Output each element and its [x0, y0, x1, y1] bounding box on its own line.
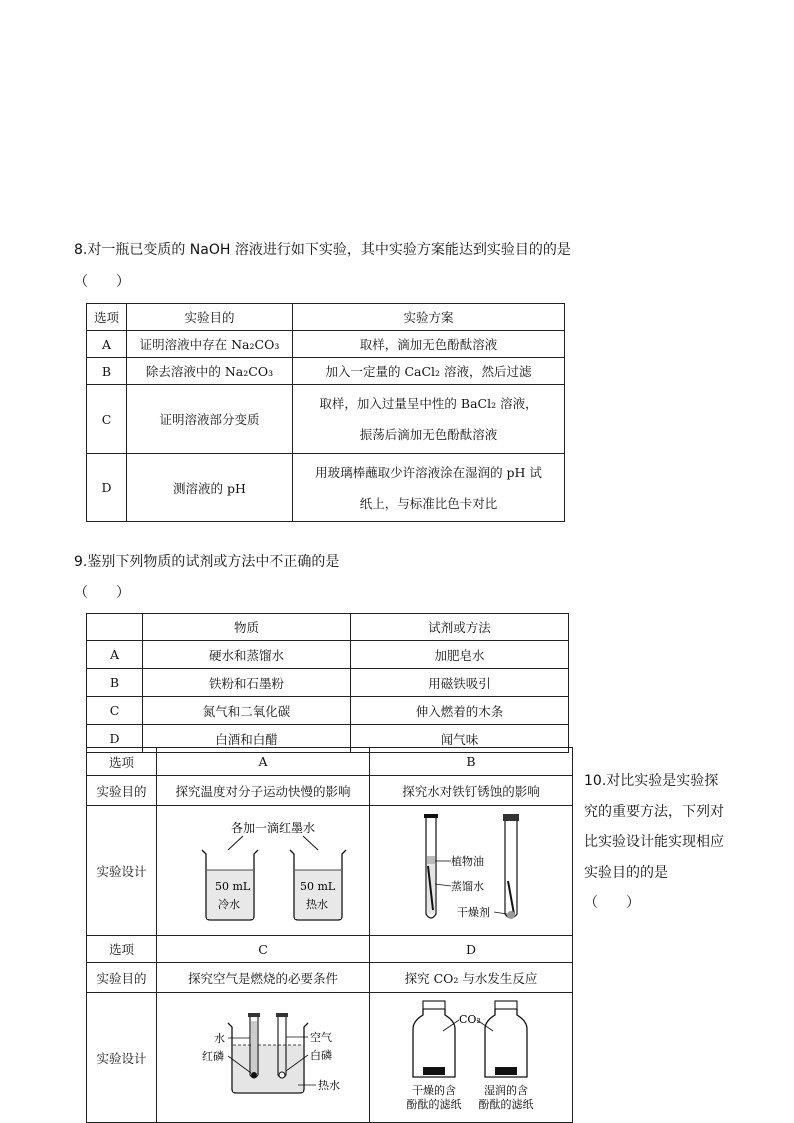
co2-label: CO₂	[459, 1013, 481, 1026]
table-row	[87, 669, 569, 697]
q8-option-a: A	[87, 331, 127, 358]
q8-option-c: C	[87, 385, 127, 454]
q10-label-design: 实验设计	[87, 806, 157, 936]
table-row	[87, 385, 565, 454]
q10-goal-a: 探究温度对分子运动快慢的影响	[157, 776, 370, 806]
q9-method-b: 用磁铁吸引	[351, 669, 569, 697]
hot-water-beaker	[290, 850, 346, 920]
cold-beaker-volume: 50 mL	[215, 880, 251, 893]
q10-label-option-2: 选项	[87, 936, 157, 963]
table-row	[87, 697, 569, 725]
q8-goal-a: 证明溶液中存在 Na₂CO₃	[127, 331, 293, 358]
q9-option-a: A	[87, 641, 143, 669]
desiccant-label: 干燥剂	[457, 906, 490, 919]
q10-goal-b: 探究水对铁钉锈蚀的影响	[370, 776, 573, 806]
q9-method-d: 闻气味	[351, 725, 569, 753]
q10-goal-d: 探究 CO₂ 与水发生反应	[370, 963, 573, 993]
q10-label-design-2: 实验设计	[87, 993, 157, 1123]
q8-table	[86, 303, 565, 522]
q8-header-plan: 实验方案	[293, 304, 565, 331]
oil-water-tube	[424, 814, 438, 918]
q10-design-d	[370, 993, 573, 1123]
table-row	[87, 454, 565, 522]
ink-drop-label: 各加一滴红墨水	[230, 821, 316, 835]
co2-bottles-diagram	[371, 993, 571, 1119]
q9-header-method: 试剂或方法	[351, 614, 569, 641]
q10-option-a: A	[157, 748, 370, 776]
q8-plan-c-line1: 取样，加入过量呈中性的 BaCl₂ 溶液，	[319, 396, 538, 411]
q8-plan-b: 加入一定量的 CaCl₂ 溶液，然后过滤	[293, 358, 565, 385]
q8-option-d: D	[87, 454, 127, 522]
q9-header-blank	[87, 614, 143, 641]
water-filled-tube	[248, 1013, 260, 1078]
q8-plan-c-line2: 振荡后滴加无色酚酞溶液	[359, 427, 498, 442]
q9-method-c: 伸入燃着的木条	[351, 697, 569, 725]
q9-header-substance: 物质	[143, 614, 351, 641]
wet-paper-bottle	[485, 1001, 527, 1077]
white-phosphorus-label: 白磷	[310, 1049, 332, 1062]
q8-plan-a: 取样，滴加无色酚酞溶液	[293, 331, 565, 358]
q8-goal-c: 证明溶液部分变质	[127, 385, 293, 454]
desiccant-tube	[503, 814, 519, 919]
q8-stem: 8.对一瓶已变质的 NaOH 溶液进行如下实验，其中实验方案能达到实验目的的是	[74, 242, 571, 258]
q8-option-b: B	[87, 358, 127, 385]
q8-answer-paren: （ ）	[74, 274, 130, 290]
test-tubes-diagram	[371, 806, 571, 932]
q10-label-goal-2: 实验目的	[87, 963, 157, 993]
q10-label-goal: 实验目的	[87, 776, 157, 806]
q8-goal-d: 测溶液的 pH	[127, 454, 293, 522]
hot-water-label: 热水	[318, 1079, 340, 1092]
q10-table-cd	[86, 935, 573, 1123]
q8-plan-d-line2: 纸上，与标准比色卡对比	[359, 495, 498, 511]
q8-plan-c	[293, 385, 565, 454]
table-row	[87, 641, 569, 669]
wet-paper-caption-line1: 湿润的含	[484, 1084, 528, 1097]
cold-water-label: 冷水	[218, 898, 240, 911]
q9-substance-b: 铁粉和石墨粉	[143, 669, 351, 697]
q9-substance-c: 氮气和二氧化碳	[143, 697, 351, 725]
q10-design-b	[370, 806, 573, 936]
q10-table-ab	[86, 747, 573, 936]
table-row	[87, 358, 565, 385]
distilled-water-label: 蒸馏水	[451, 880, 484, 893]
q10-option-b: B	[370, 748, 573, 776]
q9-option-d: D	[87, 725, 143, 753]
vegetable-oil-label: 植物油	[451, 855, 484, 868]
q9-option-c: C	[87, 697, 143, 725]
q8-goal-b: 除去溶液中的 Na₂CO₃	[127, 358, 293, 385]
dry-paper-caption-line2: 酚酞的滤纸	[406, 1098, 462, 1111]
q10-stem-block	[584, 766, 724, 919]
hot-water-label: 热水	[306, 898, 328, 911]
q10-design-c	[157, 993, 370, 1123]
beakers-diagram	[158, 806, 368, 932]
q8-plan-d	[293, 454, 565, 522]
wet-paper-caption-line2: 酚酞的滤纸	[478, 1098, 534, 1111]
combustion-diagram	[158, 993, 368, 1119]
table-row	[87, 331, 565, 358]
q9-substance-d: 白酒和白醋	[143, 725, 351, 753]
dry-paper-bottle	[413, 1001, 455, 1077]
q8-plan-d-line1: 用玻璃棒蘸取少许溶液涂在湿润的 pH 试	[315, 464, 542, 480]
dry-paper-caption-line1: 干燥的含	[412, 1084, 456, 1097]
q10-option-d: D	[370, 936, 573, 963]
q9-stem: 9.鉴别下列物质的试剂或方法中不正确的是	[74, 554, 340, 570]
q10-label-option: 选项	[87, 748, 157, 776]
hot-beaker-volume: 50 mL	[300, 880, 336, 893]
q10-goal-c: 探究空气是燃烧的必要条件	[157, 963, 370, 993]
q8-header-option: 选项	[87, 304, 127, 331]
air-label: 空气	[310, 1031, 332, 1044]
q10-stem: 10.对比实验是实验探究的重要方法，下列对比实验设计能实现相应实验目的的是	[584, 773, 724, 881]
cold-water-beaker	[202, 850, 258, 920]
q9-option-b: B	[87, 669, 143, 697]
hot-water-beaker	[228, 1023, 308, 1093]
q8-header-goal: 实验目的	[127, 304, 293, 331]
q9-substance-a: 硬水和蒸馏水	[143, 641, 351, 669]
red-phosphorus-label: 红磷	[202, 1050, 224, 1063]
q10-answer-paren: （ ）	[584, 895, 640, 911]
q9-method-a: 加肥皂水	[351, 641, 569, 669]
q9-answer-paren: （ ）	[74, 585, 130, 601]
q10-option-c: C	[157, 936, 370, 963]
q10-design-a	[157, 806, 370, 936]
q9-table	[86, 613, 569, 753]
water-label: 水	[214, 1032, 225, 1045]
